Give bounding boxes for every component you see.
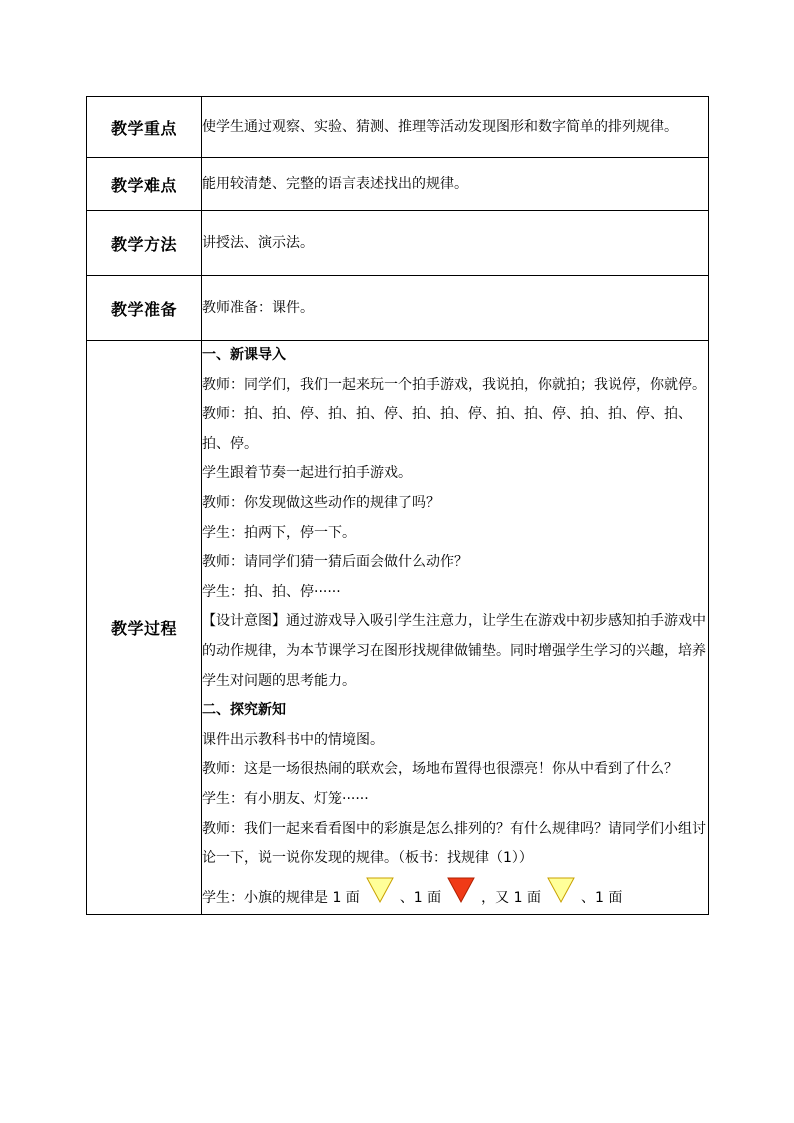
yellow-triangle-flag-icon xyxy=(547,876,575,904)
process-paragraph: 学生：拍两下，停一下。 xyxy=(202,524,356,541)
yellow-triangle-flag-icon xyxy=(366,876,394,904)
table-row xyxy=(87,276,709,341)
row-label-difficulties: 教学难点 xyxy=(87,158,202,211)
row-content-preparation: 教师准备：课件。 xyxy=(202,276,709,341)
flag-sentence-part: 学生：小旗的规律是 1 面 xyxy=(202,889,360,906)
flag-sentence xyxy=(202,874,708,914)
process-paragraph: 课件出示教科书中的情境图。 xyxy=(202,731,384,748)
process-paragraph: 学生：有小朋友、灯笼······ xyxy=(202,790,369,807)
process-paragraph: 学生跟着节奏一起进行拍手游戏。 xyxy=(202,465,412,482)
table-row xyxy=(87,341,709,915)
section-heading: 一、新课导入 xyxy=(202,347,286,363)
row-label-process: 教学过程 xyxy=(87,341,202,915)
table-row xyxy=(87,97,709,158)
row-content-key-points: 使学生通过观察、实验、猜测、推理等活动发现图形和数字简单的排列规律。 xyxy=(202,97,709,158)
process-paragraph: 【设计意图】通过游戏导入吸引学生注意力，让学生在游戏中初步感知拍手游戏中的动作规律，为本节课学习在图形找规律做铺垫。同时增强学生学习的兴趣，培养学生对问题的思考能力。 xyxy=(202,613,706,689)
process-paragraph: 教师：你发现做这些动作的规律了吗？ xyxy=(202,494,440,511)
section-heading: 二、探究新知 xyxy=(202,702,286,719)
flag-sentence-part: 、1 面 xyxy=(399,889,442,906)
process-lines xyxy=(202,341,708,874)
process-paragraph: 教师：拍、拍、停、拍、拍、停、拍、拍、停、拍、拍、停、拍、拍、停、拍、拍、停。 xyxy=(202,406,692,452)
process-paragraph: 教师：请同学们猜一猜后面会做什么动作？ xyxy=(202,554,468,571)
process-paragraph: 学生：拍、拍、停······ xyxy=(202,583,341,600)
table-row xyxy=(87,158,709,211)
row-content-difficulties: 能用较清楚、完整的语言表述找出的规律。 xyxy=(202,158,709,211)
row-label-key-points: 教学重点 xyxy=(87,97,202,158)
flag-sentence-part: 、1 面 xyxy=(580,889,623,906)
row-content-methods: 讲授法、演示法。 xyxy=(202,211,709,276)
process-paragraph: 教师：我们一起来看看图中的彩旗是怎么排列的？有什么规律吗？请同学们小组讨论一下，说一说你发现的规律。（板书：找规律（1）） xyxy=(202,820,706,867)
red-triangle-flag-icon xyxy=(447,876,475,904)
process-paragraph: 教师：同学们，我们一起来玩一个拍手游戏，我说拍，你就拍；我说停，你就停。 xyxy=(202,376,706,393)
row-label-preparation: 教学准备 xyxy=(87,276,202,341)
row-content-process xyxy=(202,341,709,915)
table-row xyxy=(87,211,709,276)
flag-sentence-part: ，又 1 面 xyxy=(481,889,541,906)
process-paragraph: 教师：这是一场很热闹的联欢会，场地布置得也很漂亮！你从中看到了什么？ xyxy=(202,761,678,778)
row-label-methods: 教学方法 xyxy=(87,211,202,276)
lesson-plan-table xyxy=(86,96,709,915)
